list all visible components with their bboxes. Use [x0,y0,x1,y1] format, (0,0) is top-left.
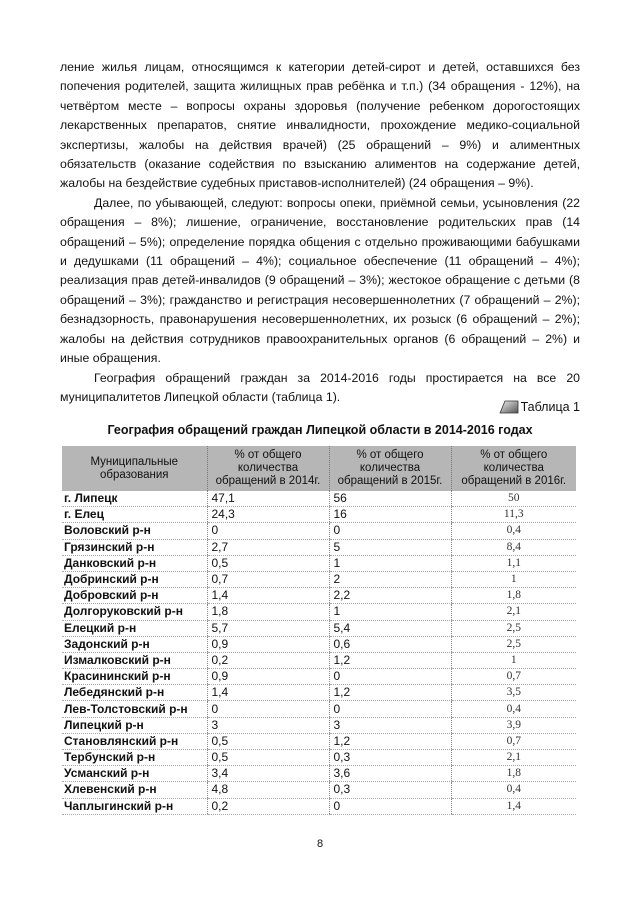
percent-cell: 2,7 [207,539,329,555]
percent-cell: 0 [207,701,329,717]
municipality-cell: Елецкий р-н [62,620,207,636]
table-row [62,636,576,652]
municipality-cell: Воловский р-н [62,523,207,539]
percent-cell: 0,5 [207,733,329,749]
percent-cell: 0,4 [451,701,576,717]
table-row [62,620,576,636]
table-row [62,717,576,733]
percent-cell: 56 [329,491,451,507]
municipality-cell: Тербунский р-н [62,750,207,766]
percent-cell: 3,4 [207,766,329,782]
table-row [62,491,576,507]
percent-cell: 0,7 [207,571,329,587]
percent-cell: 2,2 [329,588,451,604]
percent-cell: 2,5 [451,636,576,652]
column-header: % от общего количества обращений в 2014г. [207,446,329,491]
table-row [62,539,576,555]
percent-cell: 1,1 [451,555,576,571]
percent-cell: 0,7 [451,733,576,749]
percent-cell: 0,2 [207,798,329,814]
column-header: % от общего количества обращений в 2016г. [451,446,576,491]
table-row [62,733,576,749]
municipality-cell: Липецкий р-н [62,717,207,733]
municipality-cell: Добровский р-н [62,588,207,604]
percent-cell: 0,3 [329,750,451,766]
percent-cell: 11,3 [451,507,576,523]
table-row [62,571,576,587]
percent-cell: 0 [329,701,451,717]
table-row [62,507,576,523]
municipality-cell: Измалковский р-н [62,652,207,668]
table-row [62,669,576,685]
municipality-cell: Задонский р-н [62,636,207,652]
table-row [62,750,576,766]
municipality-cell: г. Липецк [62,491,207,507]
percent-cell: 2,1 [451,750,576,766]
percent-cell: 1,8 [451,588,576,604]
paragraph-1: ление жилья лицам, относящимся к категории детей-сирот и детей, оставшихся без попечения родителей, защита жилищных прав ребёнка и т.п.) (34 обращения - 12%), на четвёртом месте – вопросы охраны здоровья (получение ребенком дорогостоящих лекарственных препаратов, снятие инвалидности, прохождение медико-социальной экспертизы, жалобы на действия врачей) (25 обращений – 9%) и алиментных обязательств (оказание содействия по взысканию алиментов на содержание детей, жалобы на бездействие судебных приставов-исполнителей) (24 обращения – 9%). [60,60,580,191]
table-caption [499,400,580,414]
municipality-cell: Хлевенский р-н [62,782,207,798]
table-row [62,782,576,798]
municipal-table [62,446,576,815]
table-row [62,701,576,717]
table-row [62,588,576,604]
page-number: 8 [316,838,324,850]
column-header: % от общего количества обращений в 2015г. [329,446,451,491]
table-row [62,685,576,701]
percent-cell: 1,2 [329,733,451,749]
municipality-cell: Долгоруковский р-н [62,604,207,620]
municipality-cell: Данковский р-н [62,555,207,571]
municipality-cell: Усманский р-н [62,766,207,782]
percent-cell: 0,2 [207,652,329,668]
percent-cell: 1,8 [207,604,329,620]
percent-cell: 3,5 [451,685,576,701]
table-row [62,523,576,539]
column-header: Муниципальные образования [62,446,207,491]
percent-cell: 0 [329,523,451,539]
percent-cell: 0 [329,798,451,814]
table-title: География обращений граждан Липецкой области в 2014-2016 годах [107,423,533,437]
municipality-cell: Чаплыгинский р-н [62,798,207,814]
percent-cell: 0 [207,523,329,539]
percent-cell: 0,3 [329,782,451,798]
percent-cell: 1,8 [451,766,576,782]
percent-cell: 1,2 [329,685,451,701]
municipality-cell: Становлянский р-н [62,733,207,749]
percent-cell: 0 [329,669,451,685]
municipality-cell: Добринский р-н [62,571,207,587]
percent-cell: 3,9 [451,717,576,733]
municipality-cell: Лев-Толстовский р-н [62,701,207,717]
percent-cell: 0,4 [451,523,576,539]
percent-cell: 1 [451,652,576,668]
table-row [62,555,576,571]
percent-cell: 2,1 [451,604,576,620]
percent-cell: 24,3 [207,507,329,523]
table-icon [499,400,519,414]
paragraph-2: Далее, по убывающей, следуют: вопросы опеки, приёмной семьи, усыновления (22 обращения – 8%); лишение, ограничение, восстановление родительских прав (14 обращений – 5%); определение порядка общения с отдельно проживающими бабушками и дедушками (11 обращений – 4%); социальное обеспечение (11 обращений – 4%); реализация прав детей-инвалидов (9 обращений – 3%); жестокое обращение с детьми (8 обращений – 3%); гражданство и регистрация несовершеннолетних (7 обращений – 2%); безнадзорность, правонарушения несовершеннолетних, их розыск (6 обращений – 2%); жалобы на действия сотрудников правоохранительных органов (6 обращений – 2%) и иные обращения. [60,195,580,366]
percent-cell: 3,6 [329,766,451,782]
table-row [62,652,576,668]
table-caption-label: Таблица 1 [520,400,580,414]
percent-cell: 47,1 [207,491,329,507]
percent-cell: 50 [451,491,576,507]
table-row [62,798,576,814]
percent-cell: 0,7 [451,669,576,685]
percent-cell: 2 [329,571,451,587]
municipality-cell: Грязинский р-н [62,539,207,555]
table-row [62,604,576,620]
percent-cell: 1 [329,555,451,571]
percent-cell: 0,9 [207,636,329,652]
percent-cell: 16 [329,507,451,523]
percent-cell: 1,4 [207,685,329,701]
percent-cell: 0,4 [451,782,576,798]
percent-cell: 1,4 [451,798,576,814]
percent-cell: 5 [329,539,451,555]
percent-cell: 0,5 [207,555,329,571]
body-text [60,58,580,407]
percent-cell: 0,9 [207,669,329,685]
percent-cell: 0,6 [329,636,451,652]
percent-cell: 3 [207,717,329,733]
percent-cell: 4,8 [207,782,329,798]
percent-cell: 1,2 [329,652,451,668]
municipality-cell: Лебедянский р-н [62,685,207,701]
municipality-cell: г. Елец [62,507,207,523]
municipality-cell: Красининский р-н [62,669,207,685]
percent-cell: 0,5 [207,750,329,766]
percent-cell: 5,4 [329,620,451,636]
table-header-row [62,446,576,491]
percent-cell: 1 [451,571,576,587]
table-row [62,766,576,782]
percent-cell: 1,4 [207,588,329,604]
percent-cell: 2,5 [451,620,576,636]
percent-cell: 5,7 [207,620,329,636]
percent-cell: 3 [329,717,451,733]
percent-cell: 8,4 [451,539,576,555]
percent-cell: 1 [329,604,451,620]
paragraph-3: География обращений граждан за 2014-2016 годы простирается на все 20 муниципалитетов Липецкой области (таблица 1). [60,370,580,404]
